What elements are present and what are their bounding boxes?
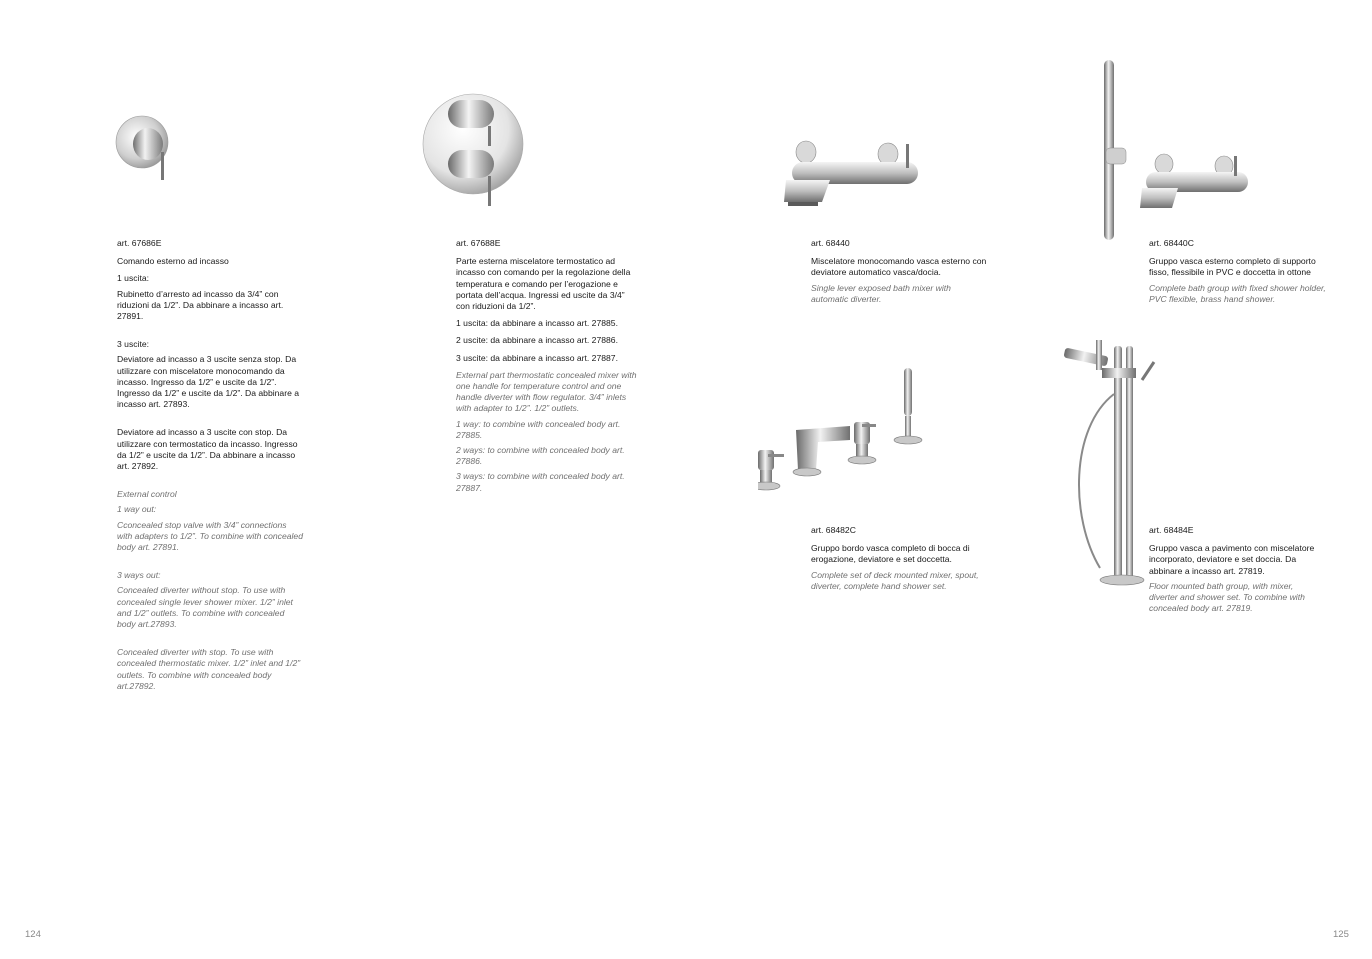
- it-title: Parte esterna miscelatore termostatico ad incasso con comando per la regolazione della temperatura e comando per l’erogazione e portata dell’acqua. Ingressi ed uscite da 3/4” con riduzioni da 1/2”.: [456, 256, 631, 312]
- it-item: 1 uscita: da abbinare a incasso art. 27885.: [456, 318, 618, 329]
- art-number: art. 68440C: [1149, 238, 1194, 248]
- it-item: 1 uscita:: [117, 273, 150, 284]
- product-image-68440c: [1098, 58, 1258, 242]
- it-item: Deviatore ad incasso a 3 uscite senza stop. Da utilizzare con miscelatore monocomando da incasso. Ingresso da 1/2” e uscite da 1/2”. Ingresso da 1/2” e uscite da 1/2”. Da abbinare a incasso art. 27893.: [117, 354, 300, 410]
- product-text-68482c: [811, 525, 993, 592]
- product-text-68484e: [1149, 525, 1321, 614]
- en-item: Floor mounted bath group, with mixer, diverter and shower set. To combine with concealed body art. 27819.: [1149, 580, 1305, 614]
- product-image-67688e: [420, 82, 530, 210]
- en-item: Cconcealed stop valve with 3/4” connections with adapters to 1/2”. To combine with concealed body art. 27891.: [117, 519, 303, 553]
- it-item: Deviatore ad incasso a 3 uscite con stop. Da utilizzare con termostatico da incasso. Ingresso da 1/2” e uscite da 1/2”. Da abbinare a incasso art. 27892.: [117, 427, 298, 472]
- it-item: 3 uscite:: [117, 339, 150, 350]
- it-title: Miscelatore monocomando vasca esterno con deviatore automatico vasca/docia.: [811, 256, 987, 278]
- product-image-68484e: [1060, 338, 1160, 590]
- en-item: Complete set of deck mounted mixer, spout, diverter, complete hand shower set.: [811, 569, 979, 591]
- it-title: Gruppo vasca esterno completo di supporto fisso, flessibile in PVC e doccetta in ottone: [1149, 256, 1316, 278]
- right-page: [686, 0, 1372, 959]
- product-image-68482c: [758, 366, 928, 496]
- product-text-68440c: [1149, 238, 1331, 305]
- it-title: Gruppo vasca a pavimento con miscelatore incorporato, deviatore e set doccia. Da abbinare a incasso art. 27819.: [1149, 543, 1315, 576]
- it-item: 2 uscite: da abbinare a incasso art. 27886.: [456, 335, 618, 346]
- en-item: Complete bath group with fixed shower holder, PVC flexible, brass hand shower.: [1149, 282, 1326, 304]
- product-text-67686e: [117, 238, 303, 692]
- product-text-68440: [811, 238, 989, 305]
- it-item: Rubinetto d’arresto ad incasso da 3/4” con riduzioni da 1/2”. Da abbinare a incasso art. 27891.: [117, 288, 284, 322]
- art-number: art. 68484E: [1149, 525, 1194, 535]
- it-item: 3 uscite: da abbinare a incasso art. 27887.: [456, 352, 618, 363]
- en-item: Concealed diverter without stop. To use with concealed single lever shower mixer. 1/2” inlet and 1/2” outlets. To combine with concealed body art.27893.: [117, 585, 293, 630]
- en-item: Concealed diverter with stop. To use with concealed thermostatic mixer. 1/2” inlet and 1/2” outlets. To combine with concealed body art.27892.: [117, 647, 301, 691]
- art-number: art. 68440: [811, 238, 850, 248]
- en-item: External control: [117, 489, 177, 500]
- en-item: 1 way: to combine with concealed body art. 27885.: [456, 418, 621, 440]
- en-item: External part thermostatic concealed mixer with one handle for temperature control and one handle diverter with flow regulator. 3/4” inlets with adapter to 1/2”. 1/2” outlets.: [456, 369, 637, 414]
- en-item: Single lever exposed bath mixer with automatic diverter.: [811, 282, 951, 304]
- product-image-67686e: [112, 108, 184, 184]
- en-item: 3 ways out:: [117, 570, 161, 581]
- art-number: art. 67686E: [117, 238, 162, 248]
- en-item: 2 ways: to combine with concealed body art. 27886.: [456, 445, 625, 467]
- art-number: art. 68482C: [811, 525, 856, 535]
- art-number: art. 67688E: [456, 238, 501, 248]
- product-text-67688e: [456, 238, 638, 494]
- page-number-left: 124: [25, 929, 41, 940]
- en-item: 3 ways: to combine with concealed body art. 27887.: [456, 471, 625, 493]
- it-title: Gruppo bordo vasca completo di bocca di erogazione, deviatore e set doccetta.: [811, 543, 970, 565]
- it-title: Comando esterno ad incasso: [117, 256, 229, 267]
- page-number-right: 125: [1333, 929, 1349, 940]
- product-image-68440: [782, 140, 922, 212]
- en-item: 1 way out:: [117, 504, 157, 515]
